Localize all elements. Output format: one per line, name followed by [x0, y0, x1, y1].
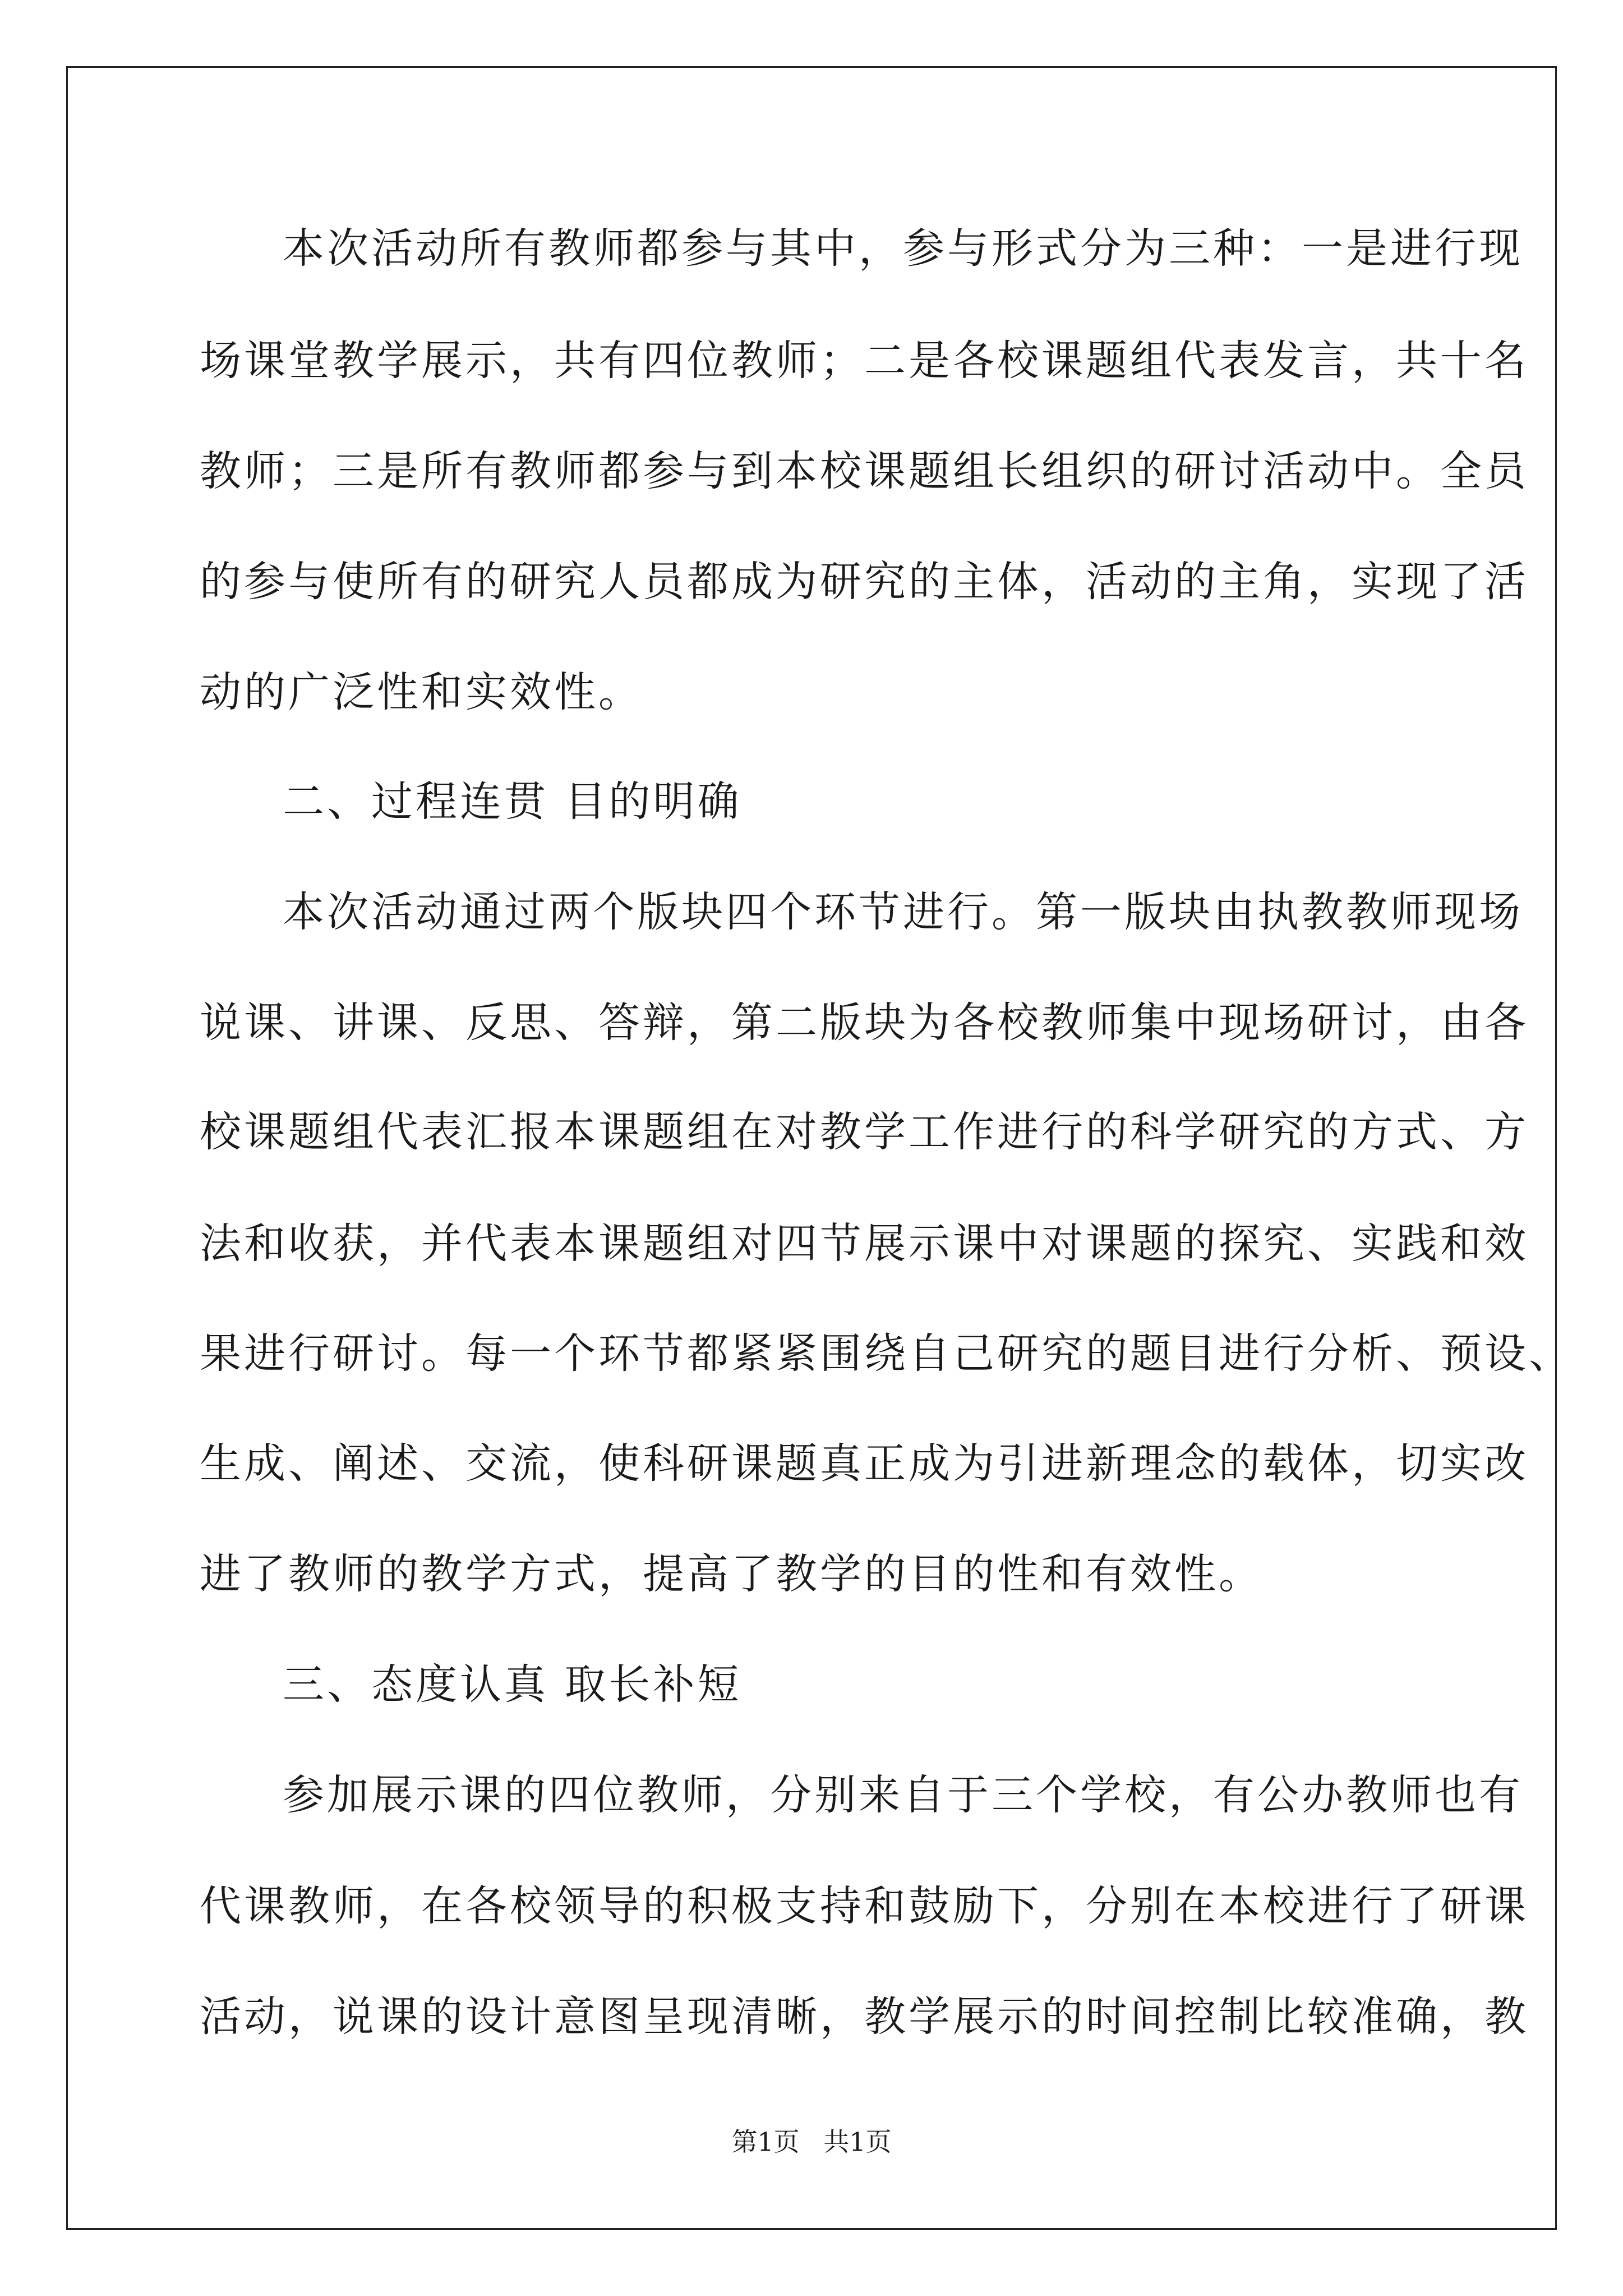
paragraph-2-line-3: 校课题组代表汇报本课题组在对教学工作进行的科学研究的方式、方 — [200, 1108, 1529, 1156]
paragraph-1-line-3: 教师；三是所有教师都参与到本校课题组长组织的研讨活动中。全员 — [200, 447, 1529, 495]
paragraph-2-line-4: 法和收获，并代表本课题组对四节展示课中对课题的探究、实践和效 — [200, 1220, 1529, 1268]
paragraph-3-line-1: 参加展示课的四位教师，分别来自于三个学校，有公办教师也有 — [283, 1771, 1523, 1819]
paragraph-2-line-6: 生成、阐述、交流，使科研课题真正成为引进新理念的载体，切实改 — [200, 1439, 1529, 1488]
section-heading-3: 三、态度认真 取长补短 — [283, 1660, 742, 1709]
paragraph-1-line-2: 场课堂教学展示，共有四位教师；二是各校课题组代表发言，共十名 — [200, 337, 1529, 385]
section-heading-2: 二、过程连贯 目的明确 — [283, 777, 742, 826]
paragraph-1-line-4: 的参与使所有的研究人员都成为研究的主体，活动的主角，实现了活 — [200, 558, 1529, 606]
paragraph-2-line-7: 进了教师的教学方式，提高了教学的目的性和有效性。 — [200, 1550, 1263, 1598]
paragraph-2-line-5: 果进行研讨。每一个环节都紧紧围绕自己研究的题目进行分析、预设、 — [200, 1329, 1573, 1378]
page-number: 第1页 — [731, 2127, 800, 2157]
page-footer — [0, 2125, 1623, 2159]
paragraph-1-line-5: 动的广泛性和实效性。 — [200, 668, 643, 716]
paragraph-2-line-1: 本次活动通过两个版块四个环节进行。第一版块由执教教师现场 — [283, 888, 1523, 936]
page-total: 共1页 — [823, 2127, 892, 2157]
paragraph-3-line-3: 活动，说课的设计意图呈现清晰，教学展示的时间控制比较准确，教 — [200, 1993, 1529, 2041]
paragraph-3-line-2: 代课教师，在各校领导的积极支持和鼓励下，分别在本校进行了研课 — [200, 1882, 1529, 1930]
paragraph-2-line-2: 说课、讲课、反思、答辩，第二版块为各校教师集中现场研讨，由各 — [200, 999, 1529, 1047]
paragraph-1-line-1: 本次活动所有教师都参与其中，参与形式分为三种：一是进行现 — [283, 224, 1523, 273]
